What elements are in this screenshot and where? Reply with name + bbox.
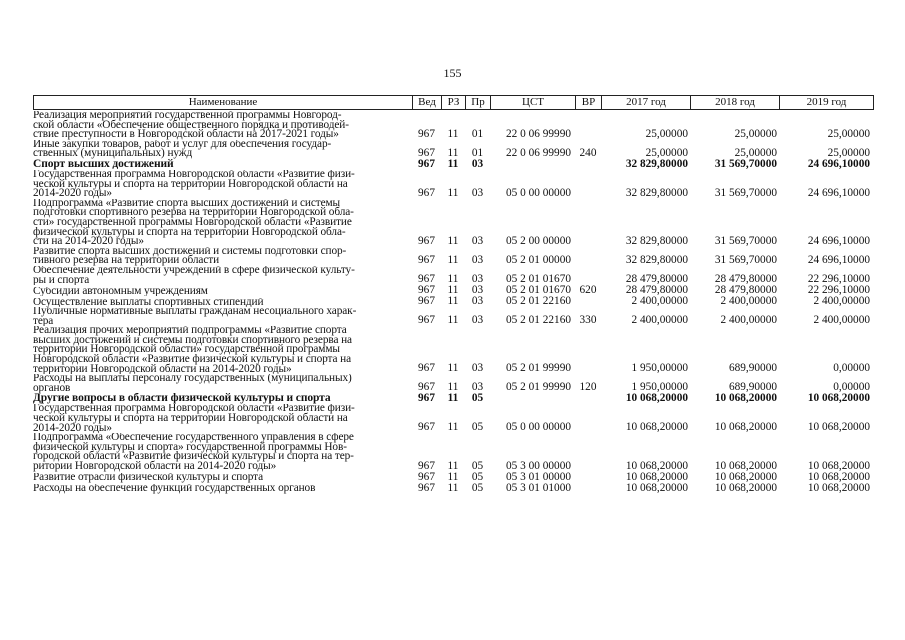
- cell-vr: 240: [579, 147, 597, 159]
- cell-pr: 01: [471, 128, 484, 140]
- column-header-ved: Вед: [413, 96, 442, 109]
- column-header-name: Наименование: [34, 96, 413, 109]
- cell-pr: 03: [471, 274, 484, 286]
- cell-2017: 28 479,80000: [625, 274, 688, 286]
- cell-cst: 05 2 01 01670: [506, 285, 571, 297]
- cell-2017: 2 400,00000: [631, 296, 688, 308]
- cell-2019: 10 068,20000: [807, 393, 870, 405]
- cell-name-line: ствие преступности в Новгородской области на 2017-2021 годы»: [33, 128, 339, 140]
- cell-pr: 05: [471, 393, 484, 405]
- column-header-2019: 2019 год: [806, 96, 847, 108]
- cell-name-line: Расходы на обеспечение функций государственных органов: [33, 484, 316, 494]
- cell-name-line: Государственная программа Новгородской области «Развитие физи-: [33, 169, 355, 180]
- cell-2018: 31 569,70000: [714, 158, 777, 170]
- cell-name-line: Публичные нормативные выплаты гражданам несоциального харак-: [33, 307, 357, 318]
- cell-2018: 25,00000: [734, 147, 777, 159]
- cell-cst: 05 2 01 99990: [506, 363, 571, 375]
- cell-name-line: ритории Новгородской области на 2014-2020 годы»: [33, 460, 277, 472]
- table-body: [33, 111, 905, 494]
- cell-rz: 11: [447, 158, 459, 170]
- table-row: [33, 247, 905, 266]
- cell-rz: 11: [447, 422, 459, 434]
- cell-rz: 11: [447, 315, 459, 327]
- table-row: [33, 111, 905, 140]
- cell-name-line: сти на 2014-2020 годы»: [33, 235, 144, 247]
- cell-2019: 10 068,20000: [807, 422, 870, 434]
- cell-rz: 11: [447, 285, 459, 297]
- cell-name-line: Реализация прочих мероприятий подпрограммы «Развитие спорта: [33, 326, 347, 337]
- cell-ved: 967: [418, 158, 435, 170]
- cell-2017: 10 068,20000: [625, 460, 688, 472]
- cell-2019: 2 400,00000: [813, 315, 870, 327]
- cell-ved: 967: [418, 296, 435, 308]
- cell-2019: 10 068,20000: [807, 471, 870, 483]
- cell-rz: 11: [447, 296, 459, 308]
- cell-rz: 11: [447, 363, 459, 375]
- cell-2017: 32 829,80000: [625, 254, 688, 266]
- cell-name: [33, 374, 412, 393]
- table-row: [33, 296, 905, 307]
- cell-rz: 11: [447, 128, 459, 140]
- table-row: [33, 433, 905, 471]
- cell-name-line: сти» государственной программы Новгородской области «Развитие: [33, 215, 352, 228]
- cell-pr: 03: [471, 363, 484, 375]
- cell-cst: 05 0 00 00000: [506, 422, 571, 434]
- cell-pr: 03: [471, 254, 484, 266]
- cell-2018: 10 068,20000: [714, 393, 777, 405]
- cell-name: [33, 287, 412, 297]
- cell-2017: 25,00000: [645, 147, 688, 159]
- cell-name: [33, 298, 412, 308]
- cell-2019: 22 296,10000: [807, 274, 870, 286]
- cell-2017: 1 950,00000: [631, 363, 688, 375]
- cell-2018: 689,90000: [728, 382, 777, 394]
- table-row: [33, 326, 905, 374]
- cell-2019: 25,00000: [827, 128, 870, 140]
- cell-name-line: Подпрограмма «Развитие спорта высших достижений и системы: [33, 198, 341, 209]
- cell-name-line: Другие вопросы в области физической культуры и спорта: [33, 393, 331, 405]
- cell-pr: 01: [471, 147, 484, 159]
- cell-name-line: Обеспечение деятельности учреждений в сфере физической культу-: [33, 265, 355, 276]
- cell-rz: 11: [447, 187, 459, 199]
- cell-vr: 330: [579, 315, 597, 327]
- cell-2019: 24 696,10000: [807, 254, 870, 266]
- cell-name-line: Расходы на выплаты персоналу государственных (муниципальных): [33, 374, 352, 385]
- cell-rz: 11: [447, 235, 459, 247]
- cell-name-line: ры и спорта: [33, 273, 90, 286]
- cell-pr: 05: [471, 422, 484, 434]
- cell-cst: 05 2 01 22160: [506, 296, 571, 308]
- cell-2017: 2 400,00000: [631, 315, 688, 327]
- cell-2019: 0,00000: [833, 382, 870, 394]
- cell-ved: 967: [418, 393, 435, 405]
- table-row: [33, 404, 905, 433]
- cell-ved: 967: [418, 460, 435, 472]
- table-row: [33, 393, 905, 404]
- cell-rz: 11: [447, 147, 459, 159]
- cell-cst: 22 0 06 99990: [506, 128, 571, 140]
- cell-ved: 967: [418, 187, 435, 199]
- page-number: 155: [443, 66, 462, 80]
- cell-name-line: ственных (муниципальных) нужд: [33, 147, 193, 159]
- table-row: [33, 472, 905, 483]
- cell-2017: 10 068,20000: [625, 482, 688, 494]
- cell-rz: 11: [447, 254, 459, 266]
- cell-2019: 24 696,10000: [807, 158, 870, 170]
- cell-name-line: территории Новгородской области на 2014-2020 годы»: [33, 362, 292, 375]
- cell-name-line: ческой культуры и спорта на территории Новгородской области на: [33, 177, 348, 190]
- table-row: [33, 199, 905, 247]
- table-header: [33, 95, 874, 110]
- cell-ved: 967: [418, 128, 435, 140]
- cell-2019: 10 068,20000: [807, 482, 870, 494]
- cell-2018: 10 068,20000: [714, 460, 777, 472]
- cell-2018: 28 479,80000: [714, 274, 777, 286]
- cell-ved: 967: [418, 285, 435, 297]
- cell-vr: 620: [579, 285, 597, 297]
- cell-name: [33, 111, 412, 140]
- cell-name: [33, 484, 412, 494]
- cell-2019: 24 696,10000: [807, 235, 870, 247]
- cell-2018: 10 068,20000: [714, 471, 777, 483]
- cell-name: [33, 326, 412, 374]
- column-header-2017: 2017 год: [602, 96, 691, 109]
- cell-2017: 10 068,20000: [625, 422, 688, 434]
- cell-pr: 05: [471, 482, 484, 494]
- cell-2019: 22 296,10000: [807, 285, 870, 297]
- cell-cst: 05 2 00 00000: [506, 235, 571, 247]
- cell-2017: 1 950,00000: [631, 382, 688, 394]
- cell-2019: 10 068,20000: [807, 460, 870, 472]
- cell-rz: 11: [447, 482, 459, 494]
- cell-cst: 05 2 01 99990: [506, 382, 571, 394]
- cell-name-line: физической культуры и спорта на территории Новгородской обла-: [33, 225, 346, 238]
- cell-rz: 11: [447, 382, 459, 394]
- cell-name-line: Развитие отрасли физической культуры и спорта: [33, 473, 264, 483]
- cell-ved: 967: [418, 315, 435, 327]
- cell-cst: 05 2 01 01670: [506, 274, 571, 286]
- cell-ved: 967: [418, 274, 435, 286]
- cell-name: [33, 307, 412, 326]
- cell-name: [33, 266, 412, 285]
- cell-name-line: 2014-2020 годы»: [33, 421, 112, 434]
- cell-ved: 967: [418, 482, 435, 494]
- cell-cst: 05 0 00 00000: [506, 187, 571, 199]
- cell-2019: 24 696,10000: [807, 187, 870, 199]
- cell-rz: 11: [447, 274, 459, 286]
- cell-name: [33, 433, 412, 471]
- cell-2017: 32 829,80000: [625, 235, 688, 247]
- cell-name-line: физической культуры и спорта» государственной программы Нов-: [33, 440, 347, 453]
- cell-name-line: Подпрограмма «Обеспечение государственного управления в сфере: [33, 433, 354, 444]
- table-row: [33, 170, 905, 199]
- cell-name-line: высших достижений и системы подготовки спортивного резерва на: [33, 333, 352, 346]
- cell-name: [33, 159, 412, 170]
- table-row: [33, 307, 905, 326]
- cell-2019: 0,00000: [833, 363, 870, 375]
- cell-2018: 31 569,70000: [714, 254, 777, 266]
- cell-pr: 03: [471, 315, 484, 327]
- cell-name-line: тера: [33, 314, 54, 327]
- column-header-pr: Пр: [466, 96, 491, 109]
- cell-cst: 22 0 06 99990: [506, 147, 571, 159]
- table-row: [33, 285, 905, 296]
- cell-2018: 10 068,20000: [714, 482, 777, 494]
- cell-ved: 967: [418, 254, 435, 266]
- cell-name-line: подготовки спортивного резерва на территории Новгородской обла-: [33, 206, 354, 219]
- cell-name-line: Реализация мероприятий государственной программы Новгород-: [33, 111, 342, 121]
- column-header-cst: ЦСТ: [491, 96, 576, 109]
- cell-2018: 10 068,20000: [714, 422, 777, 434]
- cell-name-line: Субсидии автономным учреждениям: [33, 286, 208, 297]
- cell-name-line: Спорт высших достижений: [33, 158, 174, 170]
- cell-ved: 967: [418, 382, 435, 394]
- cell-name-line: тивного резерва на территории области: [33, 254, 220, 266]
- cell-name: [33, 170, 412, 199]
- cell-name: [33, 393, 412, 404]
- cell-name-line: Осуществление выплаты спортивных стипендий: [33, 297, 264, 308]
- column-header-vr: ВР: [576, 96, 602, 109]
- cell-cst: 05 2 01 00000: [506, 254, 571, 266]
- cell-name-line: органов: [33, 381, 71, 394]
- cell-ved: 967: [418, 471, 435, 483]
- cell-rz: 11: [447, 393, 459, 405]
- cell-name-line: ской области «Обеспечение общественного порядка и противодей-: [33, 118, 349, 131]
- cell-rz: 11: [447, 471, 459, 483]
- column-header-2018: 2018 год: [691, 96, 780, 109]
- cell-2017: 28 479,80000: [625, 285, 688, 297]
- table-row: [33, 159, 905, 170]
- cell-name: [33, 404, 412, 433]
- cell-2017: 25,00000: [645, 128, 688, 140]
- cell-2018: 2 400,00000: [720, 296, 777, 308]
- cell-ved: 967: [418, 363, 435, 375]
- cell-name-line: Развитие спорта высших достижений и системы подготовки спор-: [33, 246, 347, 257]
- cell-pr: 05: [471, 460, 484, 472]
- cell-2019: 2 400,00000: [813, 296, 870, 308]
- cell-name: [33, 247, 412, 266]
- cell-cst: 05 3 01 00000: [506, 471, 571, 483]
- cell-name-line: ческой культуры и спорта на территории Новгородской области на: [33, 412, 348, 425]
- cell-2018: 28 479,80000: [714, 285, 777, 297]
- column-header-rz: РЗ: [442, 96, 466, 109]
- cell-name-line: городской области «Развитие физической культуры и спорта на тер-: [33, 450, 354, 463]
- cell-cst: 05 2 01 22160: [506, 315, 571, 327]
- cell-name: [33, 199, 412, 247]
- cell-2018: 689,90000: [728, 363, 777, 375]
- cell-pr: 03: [471, 158, 484, 170]
- cell-name: [33, 473, 412, 483]
- cell-2018: 2 400,00000: [720, 315, 777, 327]
- table-row: [33, 483, 905, 494]
- cell-pr: 03: [471, 187, 484, 199]
- cell-2017: 10 068,20000: [625, 471, 688, 483]
- cell-name-line: Государственная программа Новгородской области «Развитие физи-: [33, 404, 355, 415]
- cell-2018: 31 569,70000: [714, 235, 777, 247]
- cell-name-line: Иные закупки товаров, работ и услуг для обеспечения государ-: [33, 139, 332, 150]
- cell-2019: 25,00000: [827, 147, 870, 159]
- cell-cst: 05 3 01 01000: [506, 482, 571, 494]
- cell-pr: 03: [471, 296, 484, 308]
- table-row: [33, 140, 905, 159]
- cell-ved: 967: [418, 235, 435, 247]
- cell-pr: 03: [471, 235, 484, 247]
- cell-rz: 11: [447, 460, 459, 472]
- table-row: [33, 266, 905, 285]
- cell-pr: 05: [471, 471, 484, 483]
- cell-2017: 32 829,80000: [625, 158, 688, 170]
- cell-2017: 10 068,20000: [625, 393, 688, 405]
- cell-pr: 03: [471, 382, 484, 394]
- cell-cst: 05 3 00 00000: [506, 460, 571, 472]
- cell-2017: 32 829,80000: [625, 187, 688, 199]
- cell-name: [33, 140, 412, 159]
- cell-2018: 31 569,70000: [714, 187, 777, 199]
- cell-ved: 967: [418, 147, 435, 159]
- table-row: [33, 374, 905, 393]
- cell-name-line: территории Новгородской области» государственной программы: [33, 343, 340, 356]
- cell-vr: 120: [579, 382, 597, 394]
- cell-pr: 03: [471, 285, 484, 297]
- cell-name-line: Новгородской области «Развитие физической культуры и спорта на: [33, 353, 351, 366]
- cell-2018: 25,00000: [734, 128, 777, 140]
- cell-name-line: 2014-2020 годы»: [33, 187, 112, 199]
- cell-ved: 967: [418, 422, 435, 434]
